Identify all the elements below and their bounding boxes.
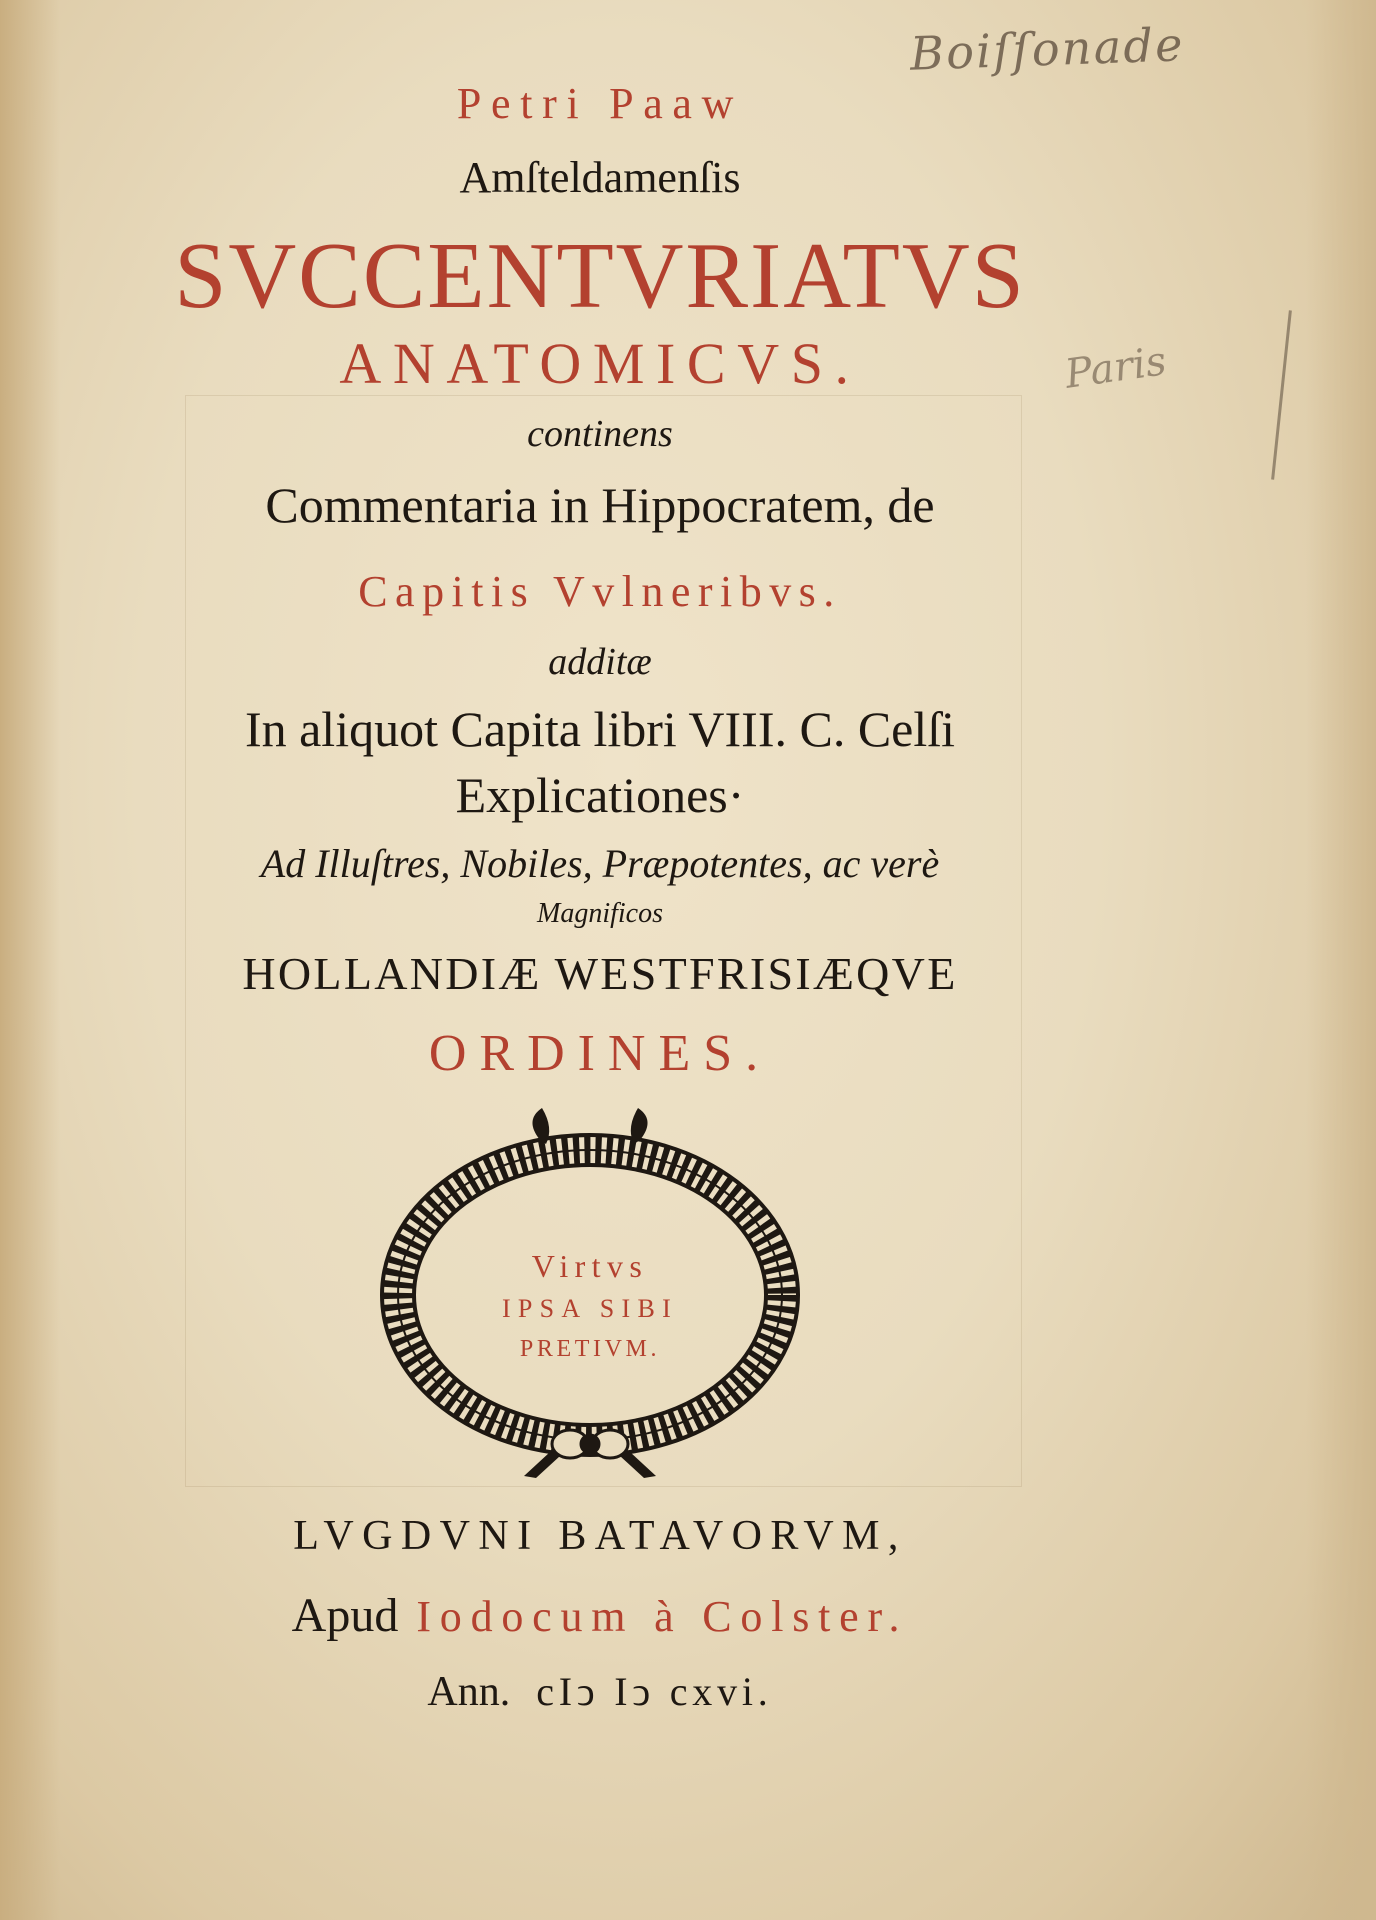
author-name: Petri Paaw	[456, 79, 744, 128]
margin-pen-stroke	[1271, 310, 1292, 479]
imprint-printer: Iodocum à Colster.	[416, 1592, 909, 1641]
explicationes-line: Explicationes·	[455, 767, 745, 823]
handwritten-margin-note: Paris	[1062, 338, 1170, 398]
imprint-apud: Apud	[291, 1589, 399, 1642]
commentaria-line: Commentaria in Hippocratem, de	[265, 477, 935, 533]
handwritten-signature: Boiſſonade	[909, 17, 1186, 81]
imprint-year: cIↄ Iↄ cxvi.	[536, 1669, 773, 1714]
main-title-line-2: ANATOMICVS.	[339, 331, 861, 396]
imprint-year-line	[100, 1668, 1100, 1716]
imprint-place: LVGDVNI BATAVORVM,	[293, 1513, 907, 1559]
continens-label: continens	[527, 413, 673, 455]
printer-device-wreath	[364, 1100, 816, 1480]
ordines-line: ORDINES.	[428, 1025, 772, 1082]
celsi-line: In aliquot Capita libri VIII. C. Celſi	[244, 701, 956, 757]
motto-line-1: Virtvs	[531, 1248, 649, 1284]
additae-label: additæ	[548, 641, 652, 683]
laurel-wreath-icon	[364, 1100, 816, 1480]
imprint-publisher-line	[100, 1588, 1100, 1643]
author-origin: Amſteldamenſis	[459, 153, 741, 202]
capitis-vulneribus-line: Capitis Vvlneribvs.	[358, 567, 842, 616]
motto-line-3: PRETIVM.	[519, 1336, 661, 1362]
dedication-line-1: Ad Illuſtres, Nobiles, Præpotentes, ac verè	[260, 841, 940, 886]
dedication-line-2: Magnificos	[537, 898, 663, 929]
main-title: SVCCENTVRIATVS	[174, 224, 1026, 328]
imprint-ann: Ann.	[427, 1669, 511, 1715]
motto-line-2: IPSA SIBI	[501, 1294, 679, 1323]
hollandiae-line: HOLLANDIÆ WESTFRISIÆQVE	[242, 948, 958, 999]
